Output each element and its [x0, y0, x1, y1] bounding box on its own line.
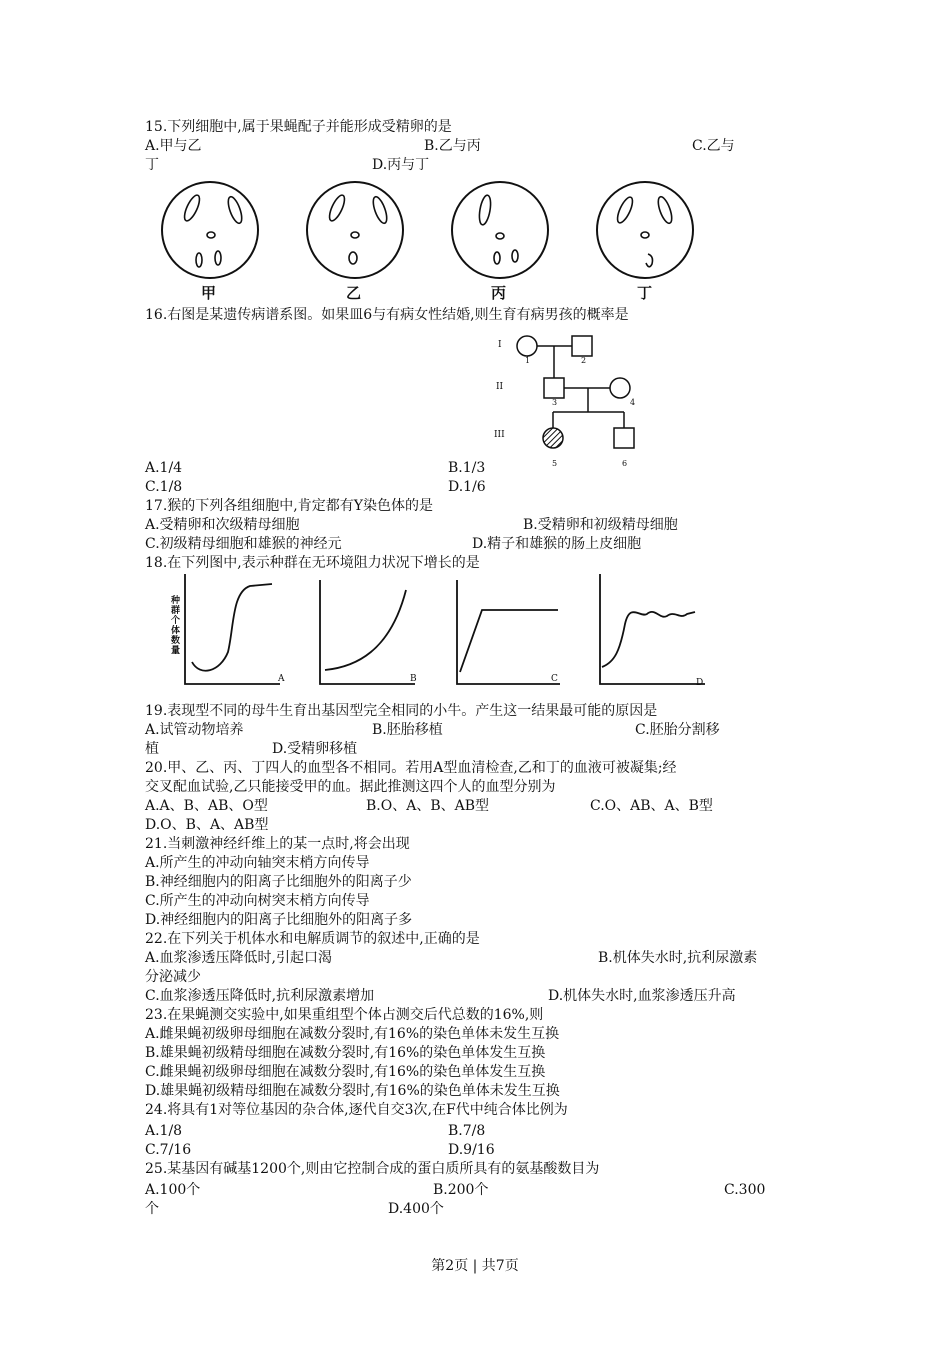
q18-label-a: A: [278, 674, 285, 684]
q16-option-b: B.1/3: [448, 460, 486, 476]
q24-option-a: A.1/8: [145, 1123, 183, 1139]
q18-growth-curves-figure: [170, 572, 730, 694]
q16-gen-i: I: [498, 340, 502, 350]
q15-option-a: A.甲与乙: [145, 138, 202, 154]
q17-option-d: D.精子和雄猴的肠上皮细胞: [472, 536, 642, 552]
q25-option-c-wrap: 个: [145, 1201, 159, 1217]
q22-option-a: A.血浆渗透压降低时,引起口渴: [145, 950, 333, 966]
q17-option-a: A.受精卵和次级精母细胞: [145, 517, 300, 533]
q16-option-d: D.1/6: [448, 479, 486, 495]
q16-gen-ii: II: [496, 382, 504, 392]
q18-ylabel-char: 群: [171, 606, 181, 616]
q18-ylabel-char: 数: [171, 636, 181, 646]
q17-stem: 17.猴的下列各组细胞中,肯定都有Y染色体的是: [145, 498, 433, 514]
q20-stem-line2: 交叉配血试验,乙只能接受甲的血。据此推测这四个人的血型分别为: [145, 779, 556, 795]
q25-option-a: A.100个: [145, 1182, 201, 1198]
q16-stem: 16.右图是某遗传病谱系图。如果皿6与有病女性结婚,则生育有病男孩的概率是: [145, 307, 629, 323]
q18-ylabel-char: 体: [171, 626, 181, 636]
q18-stem: 18.在下列图中,表示种群在无环境阻力状况下增长的是: [145, 555, 480, 571]
q22-option-c: C.血浆渗透压降低时,抗利尿激素增加: [145, 988, 375, 1004]
q16-gen-iii: III: [494, 430, 505, 440]
q15-option-c-wrap: 丁: [145, 157, 159, 173]
q16-num-3: 3: [552, 398, 558, 407]
q15-label-jia: 甲: [201, 284, 217, 302]
q25-option-d: D.400个: [388, 1201, 444, 1217]
q21-option-d: D.神经细胞内的阳离子比细胞外的阳离子多: [145, 912, 413, 928]
q17-option-b: B.受精卵和初级精母细胞: [523, 517, 678, 533]
q15-option-c: C.乙与: [692, 138, 735, 154]
q22-option-b-wrap: 分泌减少: [145, 969, 201, 985]
page-footer: 第2页 | 共7页: [431, 1258, 519, 1274]
q24-stem: 24.将具有1对等位基因的杂合体,逐代自交3次,在F代中纯合体比例为: [145, 1102, 568, 1118]
q16-num-2: 2: [581, 356, 587, 365]
q22-option-b: B.机体失水时,抗利尿激素: [598, 950, 758, 966]
q23-option-b: B.雄果蝇初级精母细胞在减数分裂时,有16%的染色单体发生互换: [145, 1045, 546, 1061]
q25-option-c: C.300: [724, 1182, 766, 1198]
q19-stem: 19.表现型不同的母牛生育出基因型完全相同的小牛。产生这一结果最可能的原因是: [145, 703, 658, 719]
q23-option-a: A.雌果蝇初级卵母细胞在减数分裂时,有16%的染色单体未发生互换: [145, 1026, 560, 1042]
q23-stem: 23.在果蝇测交实验中,如果重组型个体占测交后代总数的16%,则: [145, 1007, 544, 1023]
q24-option-c: C.7/16: [145, 1142, 192, 1158]
q18-label-b: B: [410, 674, 417, 684]
q25-option-b: B.200个: [433, 1182, 489, 1198]
q20-option-b: B.O、A、B、AB型: [366, 798, 490, 814]
q15-cells-figure: [155, 178, 715, 306]
q23-option-c: C.雌果蝇初级卵母细胞在减数分裂时,有16%的染色单体发生互换: [145, 1064, 546, 1080]
q18-ylabel-char: 量: [171, 646, 181, 656]
q18-ylabel-char: 种: [171, 596, 181, 606]
q15-option-b: B.乙与丙: [424, 138, 481, 154]
q24-option-b: B.7/8: [448, 1123, 486, 1139]
q24-option-d: D.9/16: [448, 1142, 495, 1158]
q19-option-b: B.胚胎移植: [372, 722, 443, 738]
q15-option-d: D.丙与丁: [372, 157, 430, 173]
q16-option-c: C.1/8: [145, 479, 183, 495]
q22-stem: 22.在下列关于机体水和电解质调节的叙述中,正确的是: [145, 931, 480, 947]
q20-option-d: D.O、B、A、AB型: [145, 817, 269, 833]
q18-label-c: C: [551, 674, 558, 684]
q23-option-d: D.雄果蝇初级精母细胞在减数分裂时,有16%的染色单体未发生互换: [145, 1083, 560, 1099]
q16-pedigree-figure: [490, 326, 650, 476]
q19-option-c-wrap: 植: [145, 741, 159, 757]
q20-option-c: C.O、AB、A、B型: [590, 798, 713, 814]
q20-option-a: A.A、B、AB、O型: [145, 798, 268, 814]
q16-num-5: 5: [552, 459, 558, 468]
q19-option-a: A.试管动物培养: [145, 722, 244, 738]
q17-option-c: C.初级精母细胞和雄猴的神经元: [145, 536, 342, 552]
q21-option-a: A.所产生的冲动向轴突末梢方向传导: [145, 855, 370, 871]
q16-option-a: A.1/4: [145, 460, 183, 476]
q22-option-d: D.机体失水时,血浆渗透压升高: [548, 988, 736, 1004]
q21-option-c: C.所产生的冲动向树突末梢方向传导: [145, 893, 370, 909]
q15-label-bing: 丙: [491, 284, 507, 302]
q20-stem-line1: 20.甲、乙、丙、丁四人的血型各不相同。若用A型血清检查,乙和丁的血液可被凝集;经: [145, 760, 677, 776]
q25-stem: 25.某基因有碱基1200个,则由它控制合成的蛋白质所具有的氨基酸数目为: [145, 1161, 600, 1177]
q16-num-6: 6: [622, 459, 628, 468]
q19-option-c: C.胚胎分割移: [635, 722, 720, 738]
q18-label-d: D: [696, 678, 704, 688]
q16-num-4: 4: [630, 398, 636, 407]
q15-label-ding: 丁: [637, 284, 653, 302]
q18-ylabel: [171, 596, 180, 656]
q21-option-b: B.神经细胞内的阳离子比细胞外的阳离子少: [145, 874, 412, 890]
q16-num-1: 1: [525, 356, 531, 365]
q21-stem: 21.当刺激神经纤维上的某一点时,将会出现: [145, 836, 410, 852]
q18-ylabel-char: 个: [171, 616, 181, 626]
q15-label-yi: 乙: [346, 284, 362, 302]
q19-option-d: D.受精卵移植: [272, 741, 358, 757]
q15-stem: 15.下列细胞中,属于果蝇配子并能形成受精卵的是: [145, 119, 452, 135]
